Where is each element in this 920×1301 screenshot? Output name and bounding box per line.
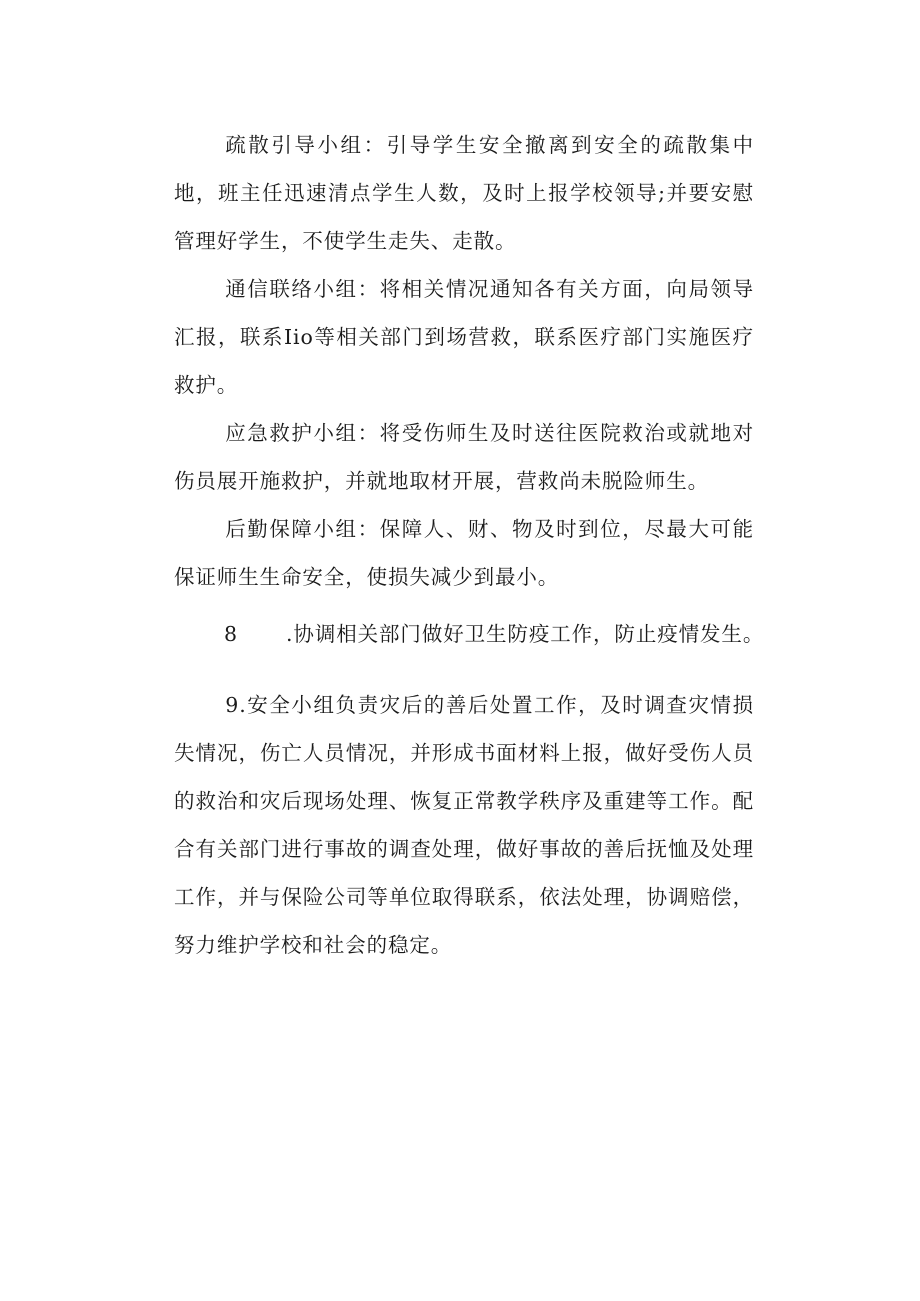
- list-item-8-number: 8: [224, 622, 238, 646]
- list-item-8: [174, 610, 765, 658]
- list-item-9-text: .安全小组负责灾后的善后处置工作，及时调查灾情损失情况，伤亡人员情况，并形成书面材料上报，做好受伤人员的救治和灾后现场处理、恢复正常教学秩序及重建等工作。配合有关部门进行事故的调查处理，做好事故的善后抚恤及处理工作，并与保险公司等单位取得联系，依法处理，协调赔偿，努力维护学校和社会的稳定。: [174, 693, 754, 957]
- list-item-8-text: .协调相关部门做好卫生防疫工作，防止疫情发生。: [286, 622, 765, 646]
- paragraph-logistics-group: 后勤保障小组：保障人、财、物及时到位，尽最大可能保证师生生命安全，使损失减少到最小。: [174, 517, 754, 589]
- paragraph-emergency-rescue-group: 应急救护小组：将受伤师生及时送往医院救治或就地对伤员展开施救护，并就地取材开展，营救尚未脱险师生。: [174, 421, 754, 493]
- list-item-9: [174, 681, 754, 969]
- paragraph-communication-group: 通信联络小组：将相关情况通知各有关方面，向局领导汇报，联系Iio等相关部门到场营救，联系医疗部门实施医疗救护。: [174, 277, 754, 397]
- paragraph-evacuation-group: 疏散引导小组：引导学生安全撤离到安全的疏散集中地，班主任迅速清点学生人数，及时上报学校领导;并要安慰管理好学生，不使学生走失、走散。: [174, 133, 754, 253]
- list-item-9-number: 9: [225, 693, 240, 717]
